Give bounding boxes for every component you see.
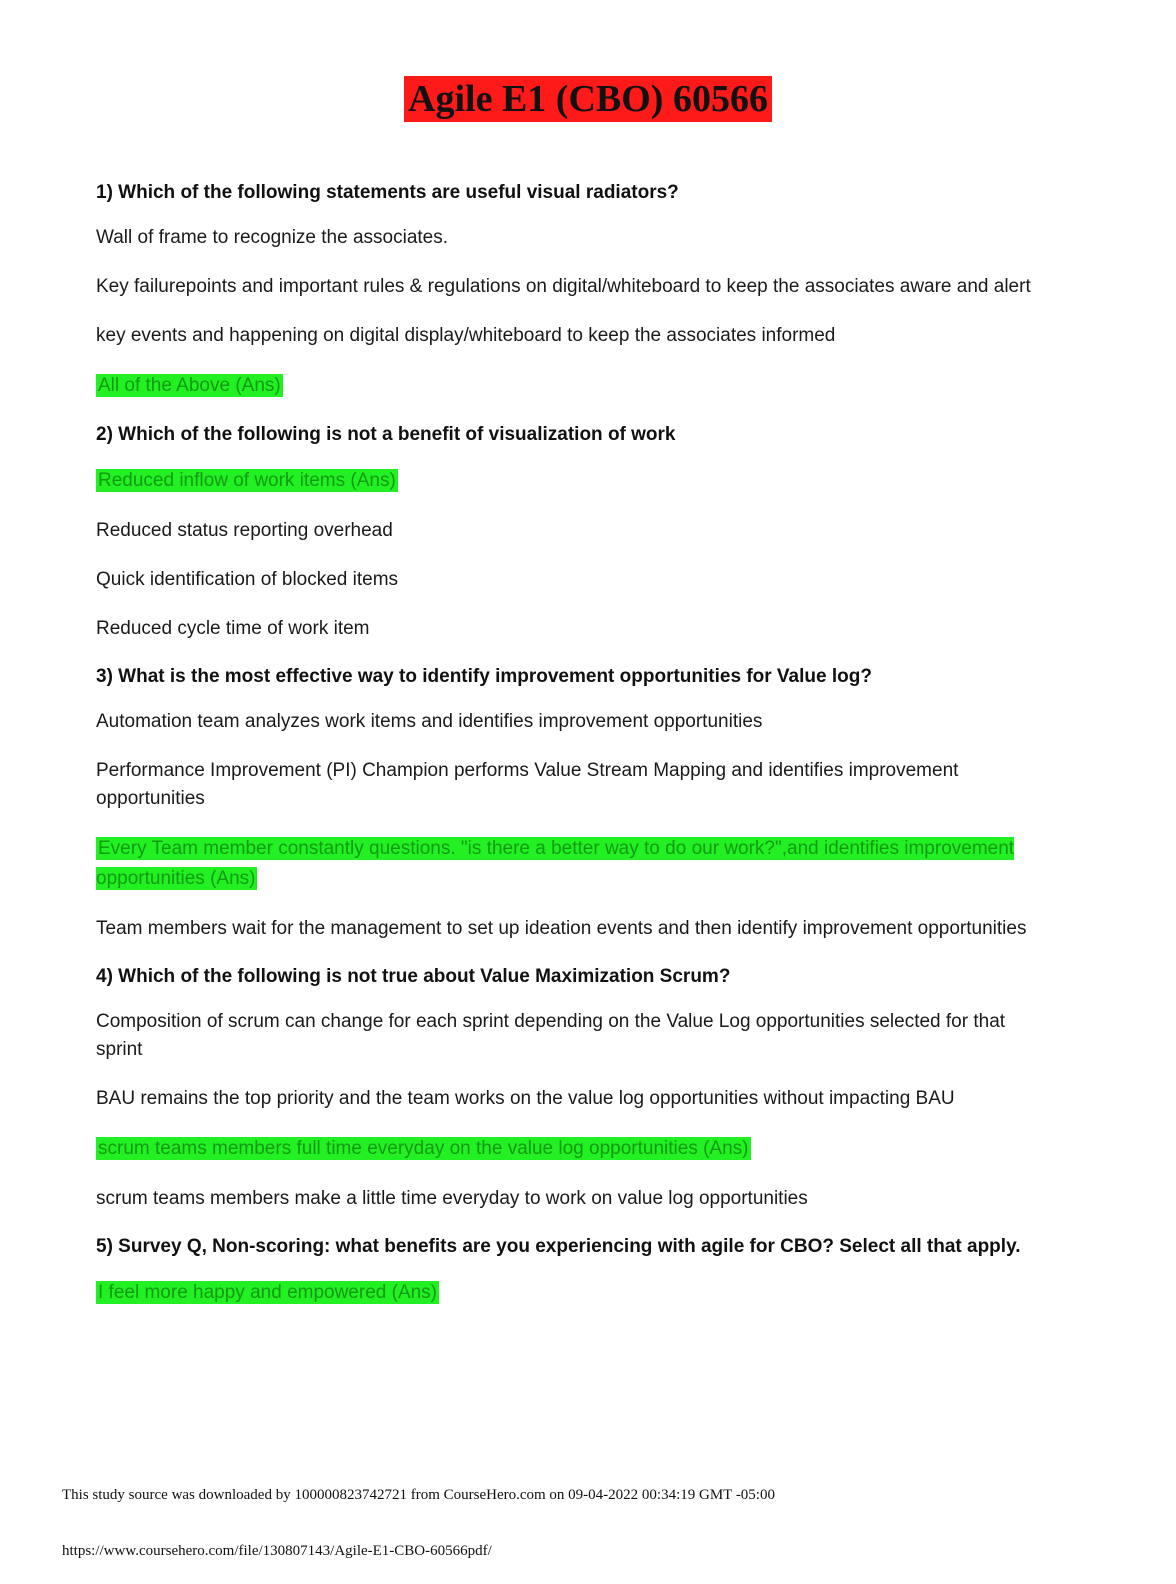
answer-highlight: Every Team member constantly questions. "is there a better way to do our work?",and identifies improvement opportunities (Ans) bbox=[96, 838, 1015, 889]
option-text: Key failurepoints and important rules & regulations on digital/whiteboard to keep the associates aware and alert bbox=[96, 276, 1031, 297]
question-block bbox=[96, 1234, 1036, 1308]
answer-highlight: I feel more happy and empowered (Ans) bbox=[98, 1282, 438, 1303]
question-block bbox=[96, 964, 1036, 1213]
answer-highlight: Reduced inflow of work items (Ans) bbox=[98, 470, 396, 491]
option-text: Automation team analyzes work items and identifies improvement opportunities bbox=[96, 711, 763, 732]
question-text: 1) Which of the following statements are useful visual radiators? bbox=[96, 182, 679, 203]
question-block bbox=[96, 422, 1036, 643]
question-block bbox=[96, 180, 1036, 401]
question-list bbox=[96, 180, 1036, 1329]
option-text: Reduced cycle time of work item bbox=[96, 618, 370, 639]
question-text: 4) Which of the following is not true about Value Maximization Scrum? bbox=[96, 966, 731, 987]
option-text: Quick identification of blocked items bbox=[96, 569, 399, 590]
option-text: key events and happening on digital display/whiteboard to keep the associates informed bbox=[96, 325, 836, 346]
option-text: scrum teams members make a little time everyday to work on value log opportunities bbox=[96, 1188, 808, 1209]
option-text: Team members wait for the management to set up ideation events and then identify improvement opportunities bbox=[96, 918, 1027, 939]
source-notice: This study source was downloaded by 100000823742721 from CourseHero.com on 09-04-2022 00:34:19 GMT -05:00 bbox=[62, 1487, 775, 1503]
title-container bbox=[0, 76, 1176, 122]
question-block bbox=[96, 664, 1036, 943]
option-text: BAU remains the top priority and the team works on the value log opportunities without impacting BAU bbox=[96, 1088, 955, 1109]
option-text: Wall of frame to recognize the associates. bbox=[96, 227, 449, 248]
answer-highlight: All of the Above (Ans) bbox=[98, 375, 281, 396]
question-text: 2) Which of the following is not a benefit of visualization of work bbox=[96, 424, 676, 445]
question-text: 3) What is the most effective way to identify improvement opportunities for Value log? bbox=[96, 666, 872, 687]
option-text: Performance Improvement (PI) Champion performs Value Stream Mapping and identifies improvement opportunities bbox=[96, 760, 959, 809]
document-title: Agile E1 (CBO) 60566 bbox=[404, 76, 772, 122]
answer-highlight: scrum teams members full time everyday on the value log opportunities (Ans) bbox=[98, 1138, 749, 1159]
source-url[interactable]: https://www.coursehero.com/file/130807143/Agile-E1-CBO-60566pdf/ bbox=[62, 1543, 492, 1559]
option-text: Composition of scrum can change for each sprint depending on the Value Log opportunities selected for that sprint bbox=[96, 1011, 1006, 1060]
option-text: Reduced status reporting overhead bbox=[96, 520, 393, 541]
question-text: 5) Survey Q, Non-scoring: what benefits are you experiencing with agile for CBO? Select all that apply. bbox=[96, 1236, 1021, 1257]
